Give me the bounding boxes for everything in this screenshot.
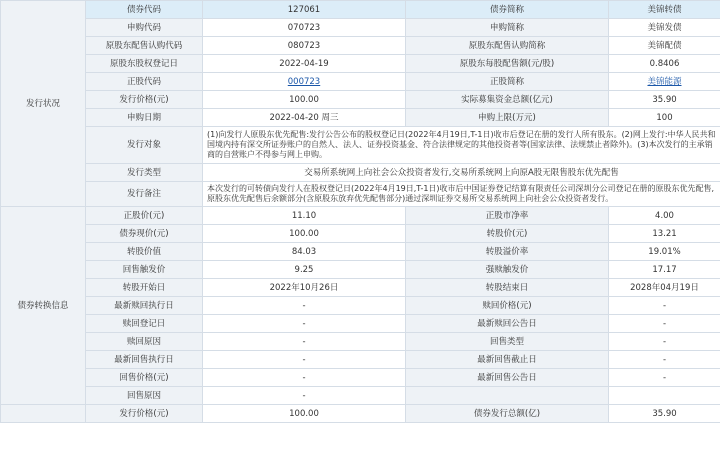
field-label: 原股东配售认购代码: [86, 37, 203, 55]
table-row: [1, 164, 720, 182]
table-row: [1, 369, 720, 387]
field-label: 转股结束日: [406, 279, 609, 297]
table-row: [1, 315, 720, 333]
field-value: 100.00: [203, 225, 406, 243]
field-label: 发行备注: [86, 182, 203, 207]
field-label: 正股简称: [406, 73, 609, 91]
field-value: 9.25: [203, 261, 406, 279]
table-row: [1, 109, 720, 127]
table-row: [1, 127, 720, 164]
stock-code-link[interactable]: 000723: [203, 73, 406, 91]
field-value: 2022-04-19: [203, 55, 406, 73]
field-value: -: [609, 333, 720, 351]
field-label: 债券现价(元): [86, 225, 203, 243]
field-label: 正股代码: [86, 73, 203, 91]
field-value: 2028年04月19日: [609, 279, 720, 297]
field-label: 转股价值: [86, 243, 203, 261]
field-label: 赎回原因: [86, 333, 203, 351]
table-row: [1, 55, 720, 73]
issue-note-text: 本次发行的可转债向发行人在股权登记日(2022年4月19日,T-1日)收市后中国证券登记结算有限责任公司深圳分公司登记在册的原股东优先配售,原股东优先配售后余额部分(含原股东放弃优先配售部分)通过深圳证券交易所交易系统网上向社会公众投资者发行。: [203, 182, 720, 207]
table-row: [1, 405, 720, 423]
group-label: 债券转换信息: [1, 207, 86, 405]
field-value: 35.90: [609, 405, 720, 423]
field-label: 发行价格(元): [86, 405, 203, 423]
issue-target-text: (1)向发行人原股东优先配售:发行公告公布的股权登记日(2022年4月19日,T-1日)收市后登记在册的发行人所有股东。(2)网上发行:中华人民共和国境内持有深交所证券账户的自然人、法人、证券投资基金、符合法律规定的其他投资者等(国家法律、法规禁止者除外)。(3)本次发行的主承销商的自营账户不得参与网上申购。: [203, 127, 720, 164]
field-label: 债券发行总额(亿): [406, 405, 609, 423]
table-row: [1, 182, 720, 207]
group-label: 发行状况: [1, 1, 86, 207]
field-value: 84.03: [203, 243, 406, 261]
field-value: -: [203, 369, 406, 387]
field-value: -: [609, 369, 720, 387]
field-value: -: [203, 333, 406, 351]
field-label: 申购上限(万元): [406, 109, 609, 127]
table-row: [1, 225, 720, 243]
table-row: [1, 351, 720, 369]
table-row: [1, 279, 720, 297]
field-value: 美锦转债: [609, 1, 720, 19]
field-value: -: [203, 387, 406, 405]
field-value: 100: [609, 109, 720, 127]
field-label: 发行类型: [86, 164, 203, 182]
field-value: 17.17: [609, 261, 720, 279]
field-label: 转股价(元): [406, 225, 609, 243]
field-label: 转股溢价率: [406, 243, 609, 261]
table-row: [1, 1, 720, 19]
table-row: [1, 19, 720, 37]
table-row: [1, 261, 720, 279]
issue-type-text: 交易所系统网上向社会公众投资者发行,交易所系统网上向原A股无限售股东优先配售: [203, 164, 720, 182]
table-row: [1, 243, 720, 261]
field-value: 070723: [203, 19, 406, 37]
field-label: 回售触发价: [86, 261, 203, 279]
field-value: 19.01%: [609, 243, 720, 261]
field-label: 最新赎回公告日: [406, 315, 609, 333]
field-label: 实际募集资金总额(亿元): [406, 91, 609, 109]
field-value: 100.00: [203, 91, 406, 109]
field-value: 2022年10月26日: [203, 279, 406, 297]
table-row: [1, 387, 720, 405]
field-label: 最新回售执行日: [86, 351, 203, 369]
field-label: 最新赎回执行日: [86, 297, 203, 315]
field-value: 4.00: [609, 207, 720, 225]
field-label: 债券代码: [86, 1, 203, 19]
stock-name-link[interactable]: 美锦能源: [609, 73, 720, 91]
field-label: 回售类型: [406, 333, 609, 351]
field-label: 债券简称: [406, 1, 609, 19]
field-value: 美锦配债: [609, 37, 720, 55]
field-label: 强赎触发价: [406, 261, 609, 279]
field-label: 原股东每股配售额(元/股): [406, 55, 609, 73]
field-value: 美锦发债: [609, 19, 720, 37]
table-row: [1, 91, 720, 109]
field-label: 发行对象: [86, 127, 203, 164]
field-value: 100.00: [203, 405, 406, 423]
field-value: 0.8406: [609, 55, 720, 73]
table-row: [1, 37, 720, 55]
field-label: 发行价格(元): [86, 91, 203, 109]
field-label: 赎回登记日: [86, 315, 203, 333]
field-label: 正股价(元): [86, 207, 203, 225]
field-label: 申购代码: [86, 19, 203, 37]
table-row: [1, 333, 720, 351]
field-value: -: [609, 315, 720, 333]
field-value: -: [203, 315, 406, 333]
field-label: 最新回售截止日: [406, 351, 609, 369]
field-label: 原股东配售认购简称: [406, 37, 609, 55]
field-label: 申购简称: [406, 19, 609, 37]
field-label: 转股开始日: [86, 279, 203, 297]
field-label: 原股东股权登记日: [86, 55, 203, 73]
table-row: [1, 73, 720, 91]
field-value: 35.90: [609, 91, 720, 109]
field-value: 2022-04-20 周三: [203, 109, 406, 127]
field-label: 回售原因: [86, 387, 203, 405]
field-label: 正股市净率: [406, 207, 609, 225]
field-label: 申购日期: [86, 109, 203, 127]
table-row: [1, 297, 720, 315]
table-row: [1, 207, 720, 225]
field-value: -: [203, 351, 406, 369]
field-value: 11.10: [203, 207, 406, 225]
field-label: 赎回价格(元): [406, 297, 609, 315]
field-value: 13.21: [609, 225, 720, 243]
field-value: 080723: [203, 37, 406, 55]
field-value: -: [609, 297, 720, 315]
field-value: -: [203, 297, 406, 315]
field-value: -: [609, 351, 720, 369]
field-label: 回售价格(元): [86, 369, 203, 387]
field-value: 127061: [203, 1, 406, 19]
field-label: 最新回售公告日: [406, 369, 609, 387]
